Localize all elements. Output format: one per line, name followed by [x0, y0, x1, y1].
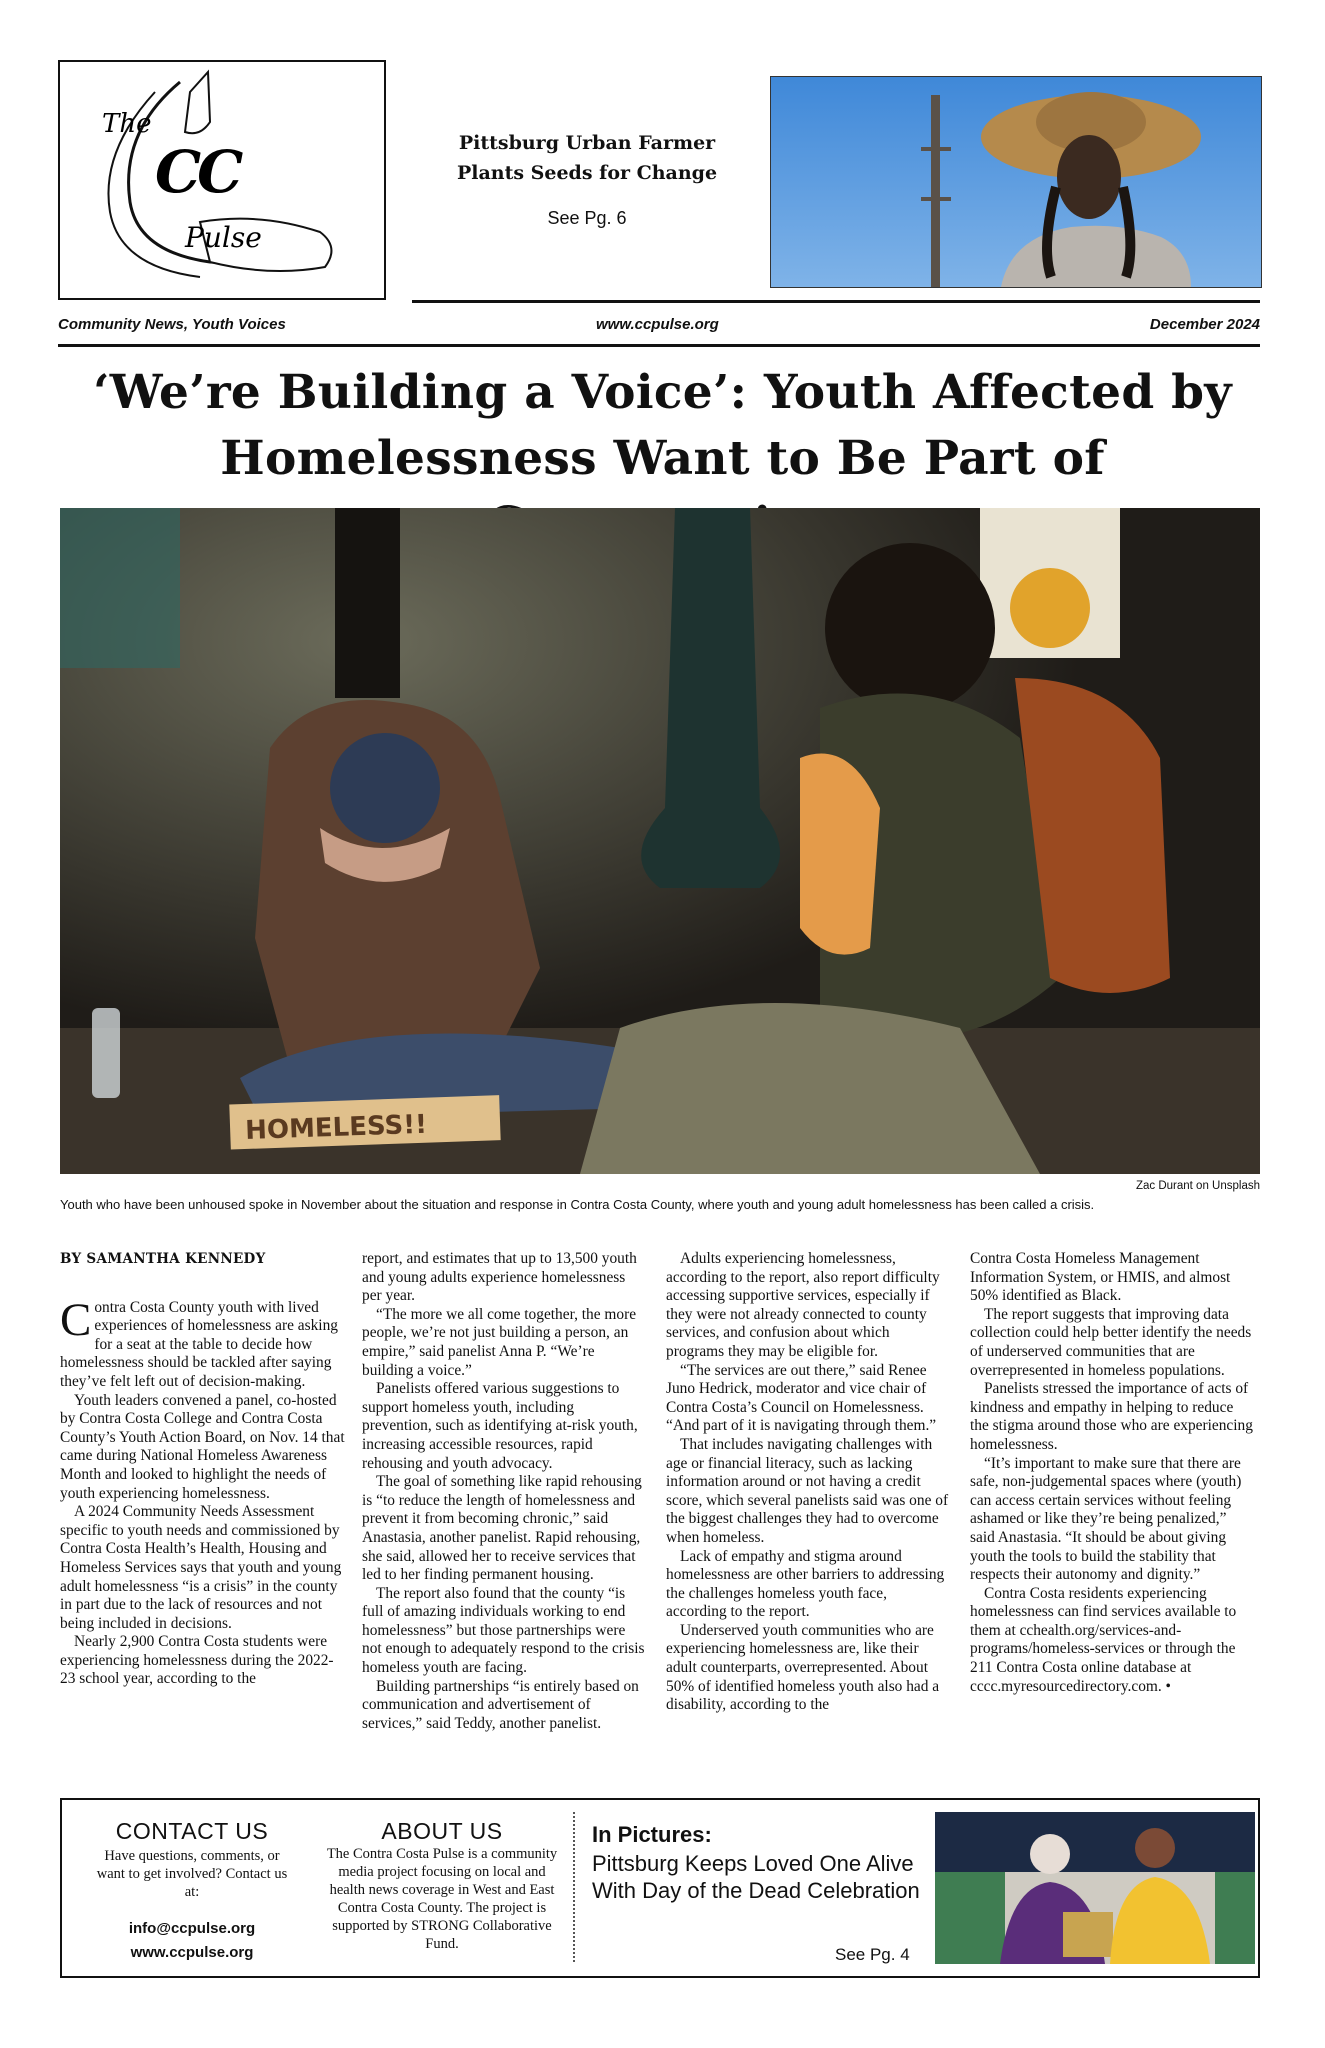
- article-column-1: [60, 1250, 345, 1689]
- teaser-page: See Pg. 6: [547, 208, 627, 228]
- contact-text: Have questions, comments, or want to get involved? Contact us at:: [96, 1848, 288, 1900]
- article-paragraph: Contra Costa Homeless Management Information System, or HMIS, and almost 50% identified as Black.: [970, 1250, 1231, 1305]
- svg-text:CC: CC: [155, 138, 240, 206]
- urban-farmer-photo: [770, 76, 1262, 288]
- article-paragraph: Building partnerships “is entirely based on communication and advertisement of services,” said Teddy, another panelist.: [362, 1677, 639, 1732]
- homeless-sign-text: HOMELESS!!: [244, 1109, 428, 1147]
- infobar-rule: [58, 344, 1260, 347]
- headline-line-2: Homelessness Want to Be Part of: [220, 431, 1105, 486]
- article-paragraph: Panelists stressed the importance of acts of kindness and empathy in helping to reduce the stigma around those who are experiencing homelessness.: [970, 1380, 1253, 1453]
- website-link[interactable]: www.ccpulse.org: [596, 316, 719, 333]
- svg-text:Pulse: Pulse: [185, 221, 262, 254]
- article-paragraph: “The services are out there,” said Renee Juno Hedrick, moderator and vice chair of Contra Costa’s Council on Homelessness. “And part of it is navigating through them.”: [666, 1361, 937, 1435]
- article-paragraph: A 2024 Community Needs Assessment specific to youth needs and commissioned by Contra Costa Health’s Health, Housing and Homeless Services says that youth and young adult homelessness “is a crisis” in the county in part due to the lack of resources and not being included in decisions.: [60, 1503, 342, 1632]
- in-pictures-heading: In Pictures:: [592, 1822, 712, 1847]
- contact-email-link[interactable]: info@ccpulse.org: [128, 1920, 256, 1937]
- article-paragraph: Panelists offered various suggestions to support homeless youth, including prevention, such as identifying at-risk youth, increasing accessible resources, rapid rehousing and youth advocacy.: [362, 1380, 638, 1472]
- about-title: ABOUT US: [381, 1818, 503, 1844]
- cover-teaser[interactable]: [400, 128, 774, 229]
- article-paragraph: Youth leaders convened a panel, co-hosted by Contra Costa College and Contra Costa County’s Youth Action Board, on Nov. 14 that came during National Homeless Awareness Month and looked to highlight the needs of youth experiencing homelessness.: [60, 1391, 345, 1502]
- article-paragraph: The report also found that the county “is full of amazing individuals working to end homelessness” but those partnerships were not enough to adequately respond to the crisis homeless youth are facing.: [362, 1584, 645, 1677]
- article-column-4: [970, 1250, 1255, 1696]
- in-pictures-story: Pittsburg Keeps Loved One Alive With Day of the Dead Celebration: [592, 1851, 920, 1903]
- article-paragraph: The goal of something like rapid rehousing is “to reduce the length of homelessness and prevent it from becoming chronic,” said Anastasia, another panelist. Rapid rehousing, she said, allowed her to receive services that led to her finding permanent housing.: [362, 1473, 642, 1584]
- about-text: The Contra Costa Pulse is a community media project focusing on local and health news coverage in West and East Contra Costa County. The project is supported by STRONG Collaborative Fund.: [326, 1846, 558, 1952]
- in-pictures-teaser[interactable]: [592, 1822, 932, 1904]
- article-column-3: [666, 1250, 951, 1715]
- contact-title: CONTACT US: [115, 1818, 269, 1844]
- article-paragraph: “It’s important to make sure that there are safe, non-judgemental spaces where (youth) can access certain services without feeling ashamed or like they’re being penalized,” said Anastasia. “It should be about giving youth the tools to build the stability that respects their autonomy and dignity.”: [970, 1454, 1242, 1584]
- article-paragraph: Contra Costa residents experiencing homelessness can find services available to them at cchealth.org/services-and-programs/homeless-services or through the 211 Contra Costa online database at cccc.myresourcedirectory.com. •: [970, 1584, 1237, 1695]
- headline-line-1: ‘We’re Building a Voice’: Youth Affected by: [93, 365, 1232, 420]
- article-paragraph: The report suggests that improving data collection could help better identify the needs of underserved communities that are overrepresented in homeless populations.: [970, 1305, 1252, 1379]
- masthead-logo: [58, 60, 386, 300]
- contact-website-link[interactable]: www.ccpulse.org: [130, 1944, 254, 1961]
- in-pictures-page: See Pg. 4: [835, 1945, 910, 1964]
- article-paragraph: Underserved youth communities who are experiencing homelessness are, like their adult counterparts, overrepresented. About 50% of identified homeless youth also had a disability, according to the: [666, 1621, 940, 1714]
- day-of-the-dead-photo: [935, 1812, 1255, 1964]
- contact-section: [92, 1818, 292, 1965]
- teaser-line-1: Pittsburg Urban Farmer: [458, 132, 716, 154]
- article-paragraph: That includes navigating challenges with age or financial literacy, such as lacking information around or not having a credit score, which several panelists said was one of the biggest challenges they had to overcome when homeless.: [666, 1435, 949, 1546]
- about-section: [322, 1818, 562, 1953]
- svg-text:The: The: [102, 109, 152, 139]
- ccpulse-logo: [60, 62, 384, 298]
- photo-credit: Zac Durant on Unsplash: [1135, 1180, 1260, 1192]
- article-paragraph: Nearly 2,900 Contra Costa students were experiencing homelessness during the 2022-23 school year, according to the: [60, 1633, 334, 1688]
- tagline: Community News, Youth Voices: [58, 316, 286, 333]
- article-paragraph: Lack of empathy and stigma around homelessness are other barriers to addressing the challenges homeless youth face, according to the report.: [666, 1547, 945, 1621]
- article-paragraph: “The more we all come together, the more people, we’re not just building a person, an empire,” said panelist Anna P. “We’re building a voice.”: [362, 1305, 637, 1379]
- info-bar: [58, 316, 1260, 338]
- main-photo: [60, 508, 1260, 1174]
- drop-cap: C: [60, 1293, 92, 1346]
- article-paragraph: report, and estimates that up to 13,500 youth and young adults experience homelessness per year.: [362, 1250, 637, 1305]
- article-column-2: [362, 1250, 647, 1733]
- masthead-rule: [412, 300, 1260, 303]
- teaser-line-2: Plants Seeds for Change: [456, 162, 718, 184]
- photo-caption: Youth who have been unhoused spoke in November about the situation and response in Contra Costa County, where youth and young adult homelessness has been called a crisis.: [60, 1197, 1095, 1212]
- byline: BY SAMANTHA KENNEDY: [60, 1251, 266, 1267]
- issue-date: December 2024: [1149, 316, 1260, 333]
- article-paragraph: Contra Costa County youth with lived experiences of homelessness are asking for a seat at the table to decide how homelessness should be tackled after saying they’ve felt left out of decision-making.: [60, 1293, 338, 1390]
- article-paragraph: Adults experiencing homelessness, according to the report, also report difficulty accessing supportive services, especially if they were not already connected to county services, and confusion about which programs they may be eligible for.: [666, 1250, 940, 1360]
- footer-divider: [573, 1812, 575, 1962]
